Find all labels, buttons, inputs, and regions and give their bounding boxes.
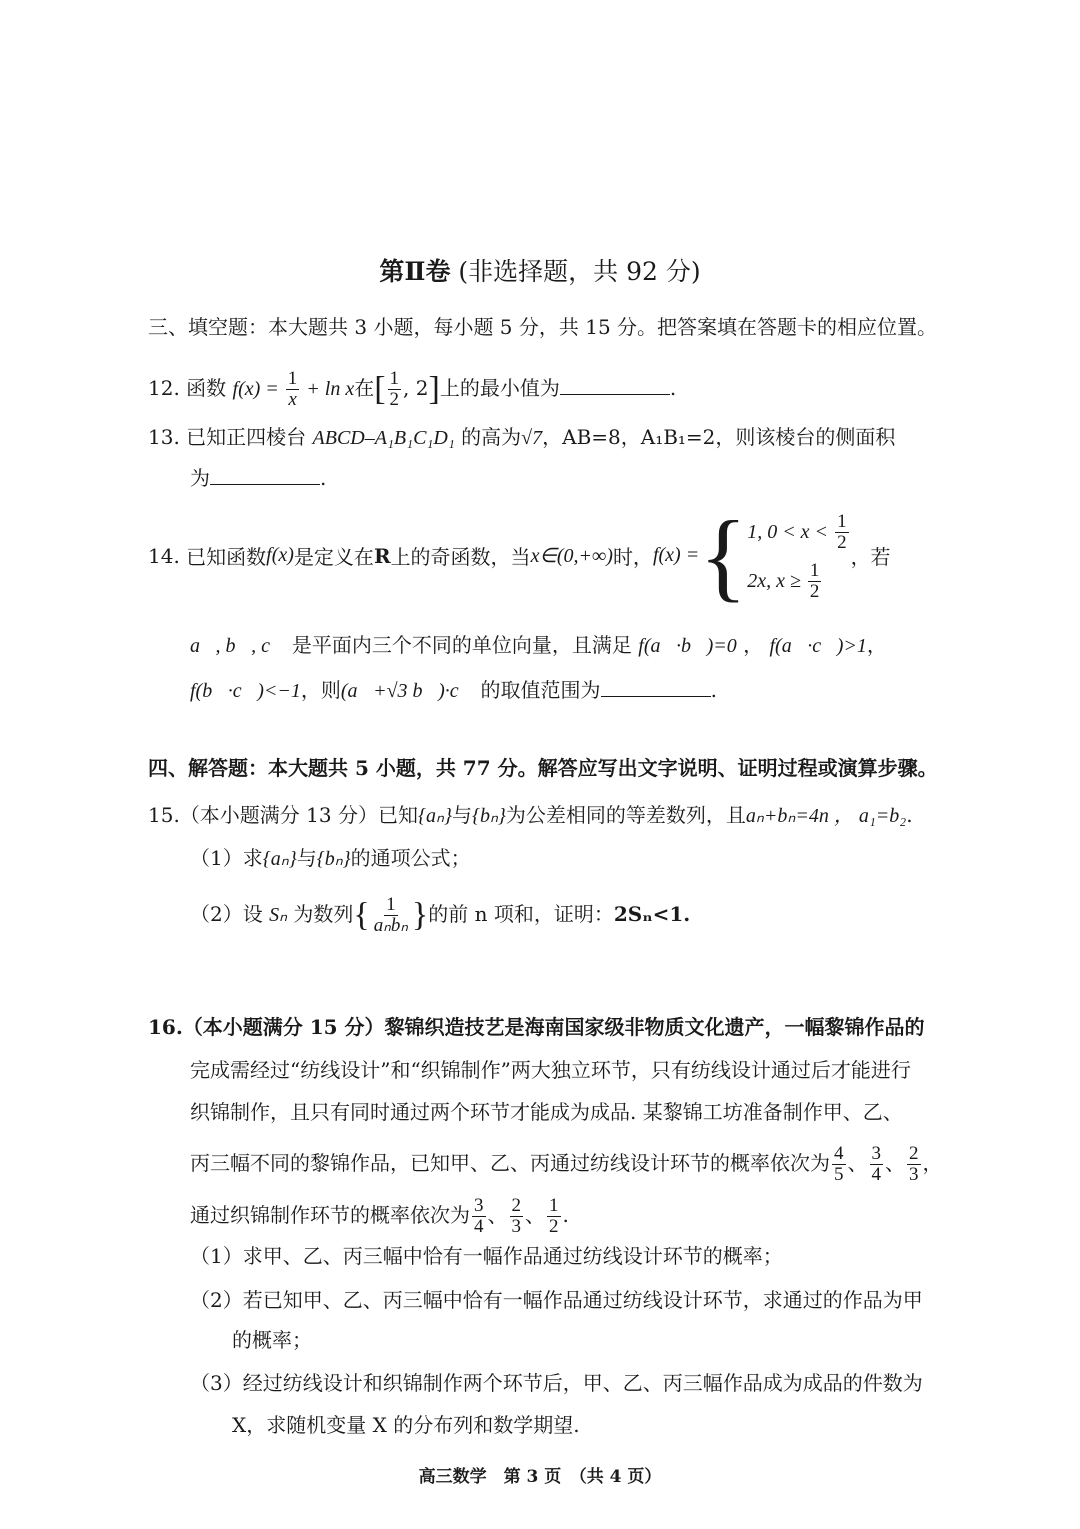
numerator: 2 — [511, 1195, 521, 1216]
text-segment: 、 — [847, 1151, 868, 1175]
numerator: 2 — [909, 1143, 919, 1164]
numerator: 1 — [809, 559, 820, 581]
text-segment: (a⃗+√3 b⃗)·c⃗ — [340, 680, 475, 702]
text-segment: 、 — [885, 1151, 905, 1175]
text-segment: a⃗, b⃗, c⃗ — [190, 635, 286, 657]
text-segment: 是平面内三个不同的单位向量，且满足 — [285, 633, 639, 657]
text-segment: Sₙ — [269, 904, 288, 926]
text-segment: f(x) = — [652, 544, 700, 566]
text-segment: 求甲、乙、丙三幅中恰有一幅作品通过纺线设计环节的概率； — [242, 1244, 783, 1268]
text-segment: , 2 — [403, 376, 429, 400]
text-segment: 、 — [487, 1203, 508, 1227]
text-segment: 已知正四棱台 — [186, 425, 313, 449]
text-segment: ， — [866, 633, 887, 657]
text-segment: 设 — [242, 902, 270, 926]
text-segment: （2） — [190, 1288, 243, 1312]
text-segment: ， — [736, 633, 770, 657]
piecewise-case-2 — [747, 556, 850, 605]
question-16-part-3 — [190, 1369, 923, 1397]
text-segment: 13. — [148, 425, 180, 449]
question-16-line2 — [190, 1056, 911, 1084]
text-segment: . — [320, 466, 327, 490]
text-segment: ， — [922, 1151, 943, 1175]
text-segment: 第Ⅱ卷 — [379, 257, 451, 286]
text-segment: 为 — [190, 466, 210, 490]
question-16-line4 — [190, 1141, 943, 1185]
piecewise-case-1 — [747, 507, 850, 556]
fraction — [870, 1144, 884, 1185]
text-segment: . — [710, 678, 717, 702]
text-segment: ，AB=8，A₁B₁=2，则该棱台的侧面积 — [542, 425, 896, 449]
text-segment: ，则 — [300, 678, 341, 702]
text-segment: + ln x — [301, 378, 355, 400]
text-segment: 上的奇函数，当 — [390, 545, 531, 569]
text-segment: 求 — [242, 846, 263, 870]
text-segment: 函数 — [186, 376, 233, 400]
question-12 — [148, 368, 677, 410]
text-segment: 若已知甲、乙、丙三幅中恰有一幅作品通过纺线设计环节，求通过的作品为甲 — [242, 1288, 923, 1312]
fraction — [388, 369, 402, 410]
text-segment: 与 — [451, 803, 472, 827]
text-segment: f(x) = — [232, 378, 284, 400]
question-16-part-2-cont — [232, 1326, 312, 1354]
text-segment: 14. — [148, 543, 180, 568]
text-segment: f(a⃗·c⃗)>1 — [769, 635, 867, 657]
text-segment: 2Sₙ<1. — [613, 902, 691, 926]
page-footer: 高三数学 第 3 页 （共 4 页） — [418, 1467, 662, 1487]
question-16-line3 — [190, 1098, 903, 1126]
denominator: 2 — [389, 389, 400, 410]
text-segment: . — [669, 376, 677, 400]
question-14-line2 — [190, 631, 887, 659]
section-3-heading — [148, 313, 937, 341]
text-segment: 15. — [148, 803, 180, 827]
numerator: 3 — [871, 1143, 881, 1164]
text-segment: 与 — [296, 846, 317, 870]
piecewise-function — [747, 507, 850, 605]
text-segment: 时， — [612, 545, 653, 569]
denominator: 2 — [809, 580, 820, 602]
text-segment: 已知 — [377, 803, 418, 827]
part-title — [0, 252, 1080, 288]
question-15-part-2 — [190, 894, 690, 934]
question-16-line5 — [190, 1193, 569, 1237]
text-segment: 通过织锦制作环节的概率依次为 — [190, 1203, 470, 1227]
text-segment: { — [353, 896, 370, 934]
question-15 — [148, 801, 913, 829]
fraction — [835, 512, 849, 553]
text-segment: 本大题共 5 小题，共 77 分。解答应写出文字说明、证明过程或演算步骤。 — [268, 756, 938, 780]
text-segment: （1） — [190, 1244, 243, 1268]
text-segment: (非选择题，共 92 分) — [450, 257, 701, 286]
text-segment: （1） — [190, 846, 243, 870]
text-segment: 丙三幅不同的黎锦作品，已知甲、乙、丙通过纺线设计环节的概率依次为 — [190, 1151, 830, 1175]
text-segment: ] — [428, 370, 440, 408]
question-13 — [148, 423, 895, 451]
denominator: 4 — [474, 1216, 484, 1237]
question-14-ruo: ，若 — [850, 545, 891, 569]
denominator: 3 — [909, 1164, 919, 1185]
text-segment: 1, 0 < x < — [747, 520, 834, 543]
text-segment: （本小题满分 15 分） — [182, 1015, 385, 1039]
section-4-heading — [148, 754, 938, 782]
text-segment: （2） — [190, 902, 243, 926]
denominator: 4 — [871, 1164, 881, 1185]
text-segment: √7 — [521, 427, 543, 449]
question-13-line2 — [190, 464, 326, 492]
text-segment: . — [562, 1203, 569, 1227]
text-segment: 在 — [354, 376, 375, 400]
numerator: 1 — [386, 894, 396, 915]
text-segment: {aₙ} — [417, 805, 452, 827]
text-segment: 黎锦织造技艺是海南国家级非物质文化遗产，一幅黎锦作品的 — [384, 1015, 925, 1039]
text-segment: {bₙ} — [316, 848, 351, 870]
text-segment: f(b⃗·c⃗)<−1 — [190, 680, 301, 702]
answer-blank[interactable] — [601, 678, 711, 697]
text-segment: R — [373, 543, 391, 568]
text-segment: 12. — [148, 376, 180, 400]
text-segment: 为公差相同的等差数列，且 — [505, 803, 746, 827]
text-segment: 16. — [148, 1015, 183, 1039]
text-segment: 2x, x ≥ — [747, 569, 806, 592]
text-segment: 四、解答题： — [148, 756, 268, 780]
text-segment: 的高为 — [454, 425, 522, 449]
text-segment: 已知函数 — [186, 545, 267, 569]
question-16 — [148, 1013, 925, 1041]
denominator: 3 — [511, 1216, 521, 1237]
text-segment: 的概率； — [232, 1328, 312, 1352]
text-segment: （本小题满分 13 分） — [179, 803, 378, 827]
text-segment: 三、填空题： — [148, 315, 268, 339]
question-15-part-1 — [190, 844, 471, 872]
question-16-part-3-cont — [232, 1411, 580, 1439]
fraction — [372, 895, 410, 936]
fraction — [547, 1196, 561, 1237]
fraction — [510, 1196, 524, 1237]
denominator: x — [288, 389, 297, 410]
answer-blank[interactable] — [560, 376, 670, 395]
text-segment: aₙ+bₙ=4n ， a₁=b₂ — [745, 805, 907, 827]
text-segment: 的通项公式； — [350, 846, 471, 870]
fraction — [832, 1144, 846, 1185]
numerator: 4 — [834, 1143, 844, 1164]
text-segment: {aₙ} — [262, 848, 297, 870]
piecewise-brace: { — [699, 499, 748, 611]
fraction — [808, 561, 822, 602]
text-segment: 完成需经过“纺线设计”和“织锦制作”两大独立环节，只有纺线设计通过后才能进行 — [190, 1058, 911, 1082]
numerator: 1 — [287, 368, 298, 389]
text-segment: 为数列 — [287, 902, 354, 926]
text-segment: ABCD–A₁B₁C₁D₁ — [312, 427, 455, 449]
text-segment: f(x) — [266, 544, 294, 566]
fraction — [907, 1144, 921, 1185]
fraction — [472, 1196, 486, 1237]
question-14-line3 — [190, 676, 717, 704]
text-segment: （3） — [190, 1371, 243, 1395]
answer-blank[interactable] — [210, 466, 320, 485]
text-segment: 的取值范围为 — [474, 678, 601, 702]
text-segment: {bₙ} — [471, 805, 506, 827]
text-segment: x∈(0,+∞) — [530, 545, 613, 567]
numerator: 3 — [474, 1195, 484, 1216]
numerator: 1 — [549, 1195, 559, 1216]
text-segment: X，求随机变量 X 的分布列和数学期望. — [232, 1413, 580, 1437]
question-16-part-1 — [190, 1242, 783, 1270]
text-segment: 上的最小值为 — [439, 376, 560, 400]
denominator: 2 — [549, 1216, 559, 1237]
text-segment: [ — [374, 370, 386, 408]
text-segment: 经过纺线设计和织锦制作两个环节后，甲、乙、丙三幅作品成为成品的件数为 — [242, 1371, 923, 1395]
text-segment: 本大题共 3 小题，每小题 5 分，共 15 分。把答案填在答题卡的相应位置。 — [268, 315, 938, 339]
text-segment: } — [411, 896, 429, 934]
denominator: aₙbₙ — [373, 915, 408, 936]
numerator: 1 — [837, 510, 847, 532]
text-segment: 织锦制作，且只有同时通过两个环节才能成为成品. 某黎锦工坊准备制作甲、乙、 — [190, 1100, 903, 1124]
text-segment: f(a⃗·b⃗)=0 — [638, 635, 737, 657]
text-segment: 是定义在 — [293, 545, 374, 569]
text-segment: 、 — [525, 1203, 545, 1227]
fraction — [286, 369, 300, 410]
text-segment: 的前 n 项和，证明： — [428, 902, 614, 926]
denominator: 5 — [834, 1164, 844, 1185]
text-segment: . — [906, 803, 913, 827]
numerator: 1 — [389, 368, 400, 389]
question-16-part-2 — [190, 1286, 923, 1314]
question-14 — [148, 498, 891, 613]
denominator: 2 — [837, 531, 847, 553]
